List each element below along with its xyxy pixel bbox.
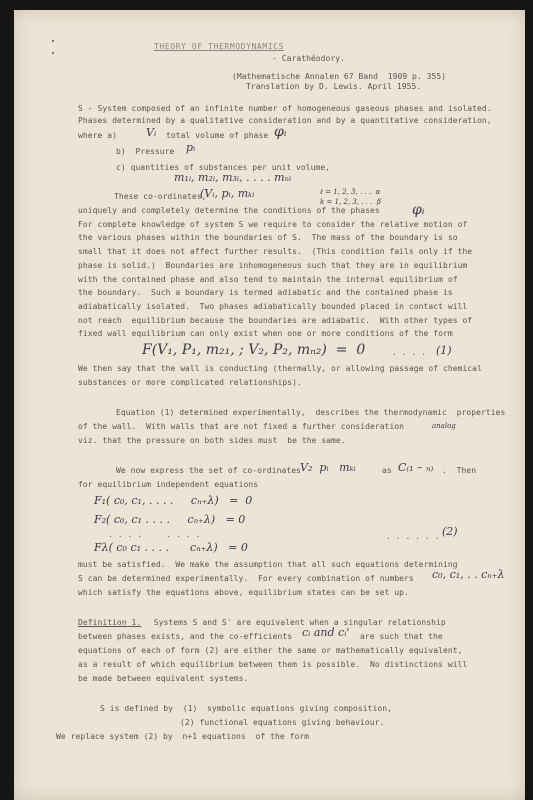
ellipsis: . . . . [392, 348, 427, 357]
para2-line: the various phases within the boundaries of S. The mass of the boundary is so [78, 233, 458, 242]
defined-line: (2) functional equations giving behaviour. [180, 718, 385, 727]
handwritten-vi: Vᵢ [146, 126, 157, 139]
definition-line: Systems S and S' are equivalent when a singular relationship [144, 618, 446, 627]
equation-2-number: (2) [442, 525, 458, 538]
para6-line: must be satisfied. We make the assumption that all such equations determining [78, 560, 458, 569]
handwritten-index-bottom: k = 1, 2, 3, . . . β [320, 198, 381, 206]
vertical-dots: . . . . . . . . [108, 530, 201, 539]
handwritten-F2: F₂( c₀, c₁ . . . . cₙ₊λ) = 0 [94, 513, 246, 526]
handwritten-c-range: C₍₁ – ₙ₎ [398, 461, 434, 474]
equation-1-number: (1) [436, 344, 452, 357]
document-page [14, 10, 525, 800]
ellipsis: . . . . . . [386, 532, 440, 541]
definition-line: are such that the [360, 632, 443, 641]
para4-line: Equation (1) determined experimentally, describes the thermodynamic properties [116, 408, 506, 417]
para2-line: fixed wall equilibrium can only exist when one or more conditions of the form [78, 329, 453, 338]
definition-line: as a result of which equilibrium between them is possible. No distinctions will [78, 660, 468, 669]
para1-line: Phases determined by a qualitative consideration and by a quantitative consideration, [78, 116, 492, 125]
para2-line: uniquely and completely determine the conditions of the phases [78, 206, 380, 215]
para2-line: not reach equilibrium because the boundaries are adiabatic. With other types of [78, 316, 473, 325]
handwritten-index-top: ℓ = 1, 2, 3, . . . α [320, 188, 381, 196]
replace-line: We replace system (2) by n+1 equations of the form [56, 732, 310, 741]
para5-as: as [382, 466, 392, 475]
para2-line: small that it does not affect further results. (This condition fails only if the [78, 247, 473, 256]
margin-dot [52, 52, 54, 54]
para6-line: S can be determined experimentally. For every combination of numbers [78, 574, 414, 583]
para3-line: We then say that the wall is conducting (thermally, or allowing passage of chemical [78, 364, 482, 373]
document-title: THEORY OF THERMODYNAMICS [154, 42, 284, 51]
para2-line: phase is solid.) Boundaries are inhomogeneous such that they are in equilibrium [78, 261, 468, 270]
handwritten-analog: analog [432, 422, 456, 430]
para5-start: We now express the set of co-ordinates [116, 466, 301, 475]
handwritten-phi: φᵢ [274, 124, 287, 140]
handwritten-F-lambda: Fλ( c₀ c₁ . . . . cₙ₊λ) = 0 [94, 541, 248, 554]
item-c: c) quantities of substances per unit volume, [116, 163, 331, 172]
handwritten-masses: m₁ᵢ, m₂ᵢ, m₃ᵢ, . . . . mₙᵢ [174, 171, 292, 184]
handwritten-combination: c₀, c₁, . . cₙ₊λ [432, 568, 505, 581]
these-coords: These co-ordinates, [114, 192, 207, 201]
definition-label: Definition 1. [78, 618, 142, 627]
para2-line: For complete knowledge of system S we require to consider the relative motion of [78, 220, 468, 229]
handwritten-pi: pᵢ [186, 141, 196, 154]
para5-line: for equilibrium independent equations [78, 480, 259, 489]
definition-line: between phases exists, and the co-efficients [78, 632, 293, 641]
para5-then: . Then [442, 466, 477, 475]
para4-line: of the wall. With walls that are not fixed a further consideration [78, 422, 405, 431]
para3-line: substances or more complicated relationships). [78, 378, 302, 387]
item-a-text: total volume of phase [166, 131, 269, 140]
definition-line: be made between equivalent systems. [78, 674, 249, 683]
handwritten-coords: (Vᵢ, pᵢ, mₖᵢ [200, 187, 255, 200]
definition-line: equations of each of form (2) are either the same or mathematically equivalent, [78, 646, 463, 655]
item-b: b) Pressure [116, 147, 175, 156]
handwritten-phases-phi: φᵢ [412, 202, 425, 218]
handwritten-F1: F₁( c₀, c₁, . . . . cₙ₊λ) = 0 [94, 494, 253, 507]
source-line: (Mathematische Annalen 67 Band 1909 p. 355) [232, 72, 447, 81]
handwritten-coefficients: cᵢ and cᵢ' [302, 626, 350, 639]
para2-line: adiabatically isolated. Two phases adiabatically bounded placed in contact will [78, 302, 468, 311]
para1-line: S - System composed of an infinite number of homogeneous gaseous phases and isolated. [78, 104, 492, 113]
defined-line: S is defined by (1) symbolic equations giving composition, [100, 704, 392, 713]
author-line: - Carathéodory. [272, 54, 345, 63]
translation-line: Translation by D. Lewis. April 1955. [246, 82, 422, 91]
where-label: where a) [78, 131, 117, 140]
margin-dot [52, 40, 54, 42]
para6-line: which satisfy the equations above, equilibrium states can be set up. [78, 588, 409, 597]
para4-line: viz. that the pressure on both sides must be the same. [78, 436, 346, 445]
handwritten-equation-1: F(V₁, P₁, m₂₁, ; V₂, P₂, mₙ₂) = 0 [142, 342, 366, 358]
para2-line: with the contained phase and also tend to maintain the internal equilibrium of [78, 275, 458, 284]
handwritten-coordinates: V₂ pᵢ mₖᵢ [300, 461, 356, 474]
para2-line: the boundary. Such a boundary is termed adiabatic and the contained phase is [78, 288, 453, 297]
